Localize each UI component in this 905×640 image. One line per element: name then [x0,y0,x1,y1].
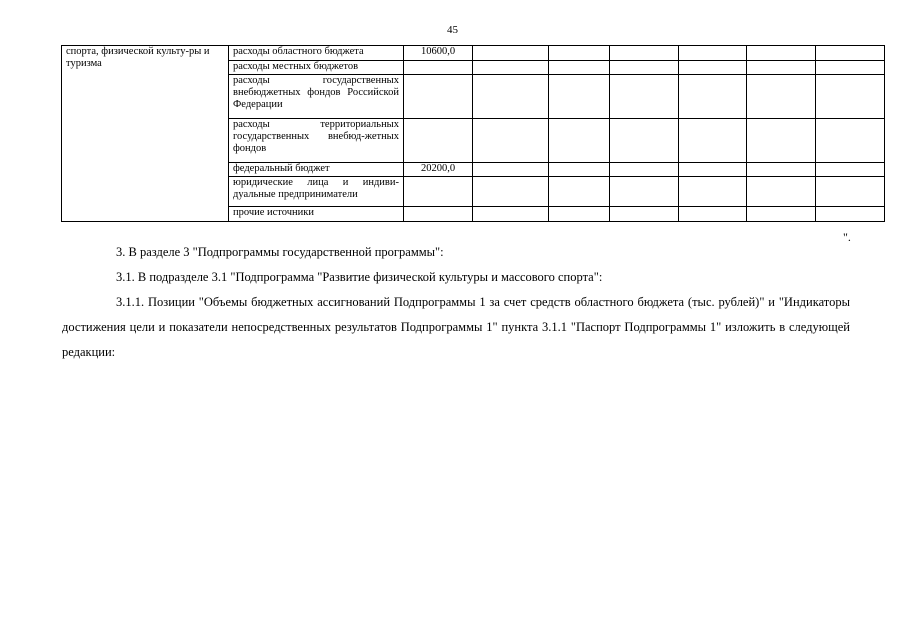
empty-cell [473,207,549,222]
value-cell [404,177,473,207]
empty-cell [816,207,885,222]
source-cell: расходы местных бюджетов [229,61,404,75]
empty-cell [610,119,679,163]
empty-cell [747,177,816,207]
value-cell [404,207,473,222]
empty-cell [549,119,610,163]
empty-cell [679,61,747,75]
table-row [62,46,885,61]
empty-cell [816,163,885,177]
empty-cell [816,61,885,75]
empty-cell [473,46,549,61]
empty-cell [473,177,549,207]
empty-cell [549,61,610,75]
empty-cell [816,46,885,61]
source-cell: федеральный бюджет [229,163,404,177]
empty-cell [816,177,885,207]
empty-cell [549,46,610,61]
empty-cell [549,207,610,222]
source-cell: расходы областного бюджета [229,46,404,61]
empty-cell [747,46,816,61]
empty-cell [610,75,679,119]
empty-cell [679,163,747,177]
empty-cell [679,75,747,119]
paragraph-section-3: 3. В разделе 3 "Подпрограммы государственной программы": [116,245,444,259]
source-cell: расходы территориальных государственных внебюд-жетных фондов [229,119,404,163]
value-cell: 20200,0 [404,163,473,177]
empty-cell [610,46,679,61]
empty-cell [679,46,747,61]
empty-cell [679,177,747,207]
value-cell [404,119,473,163]
empty-cell [610,177,679,207]
empty-cell [549,177,610,207]
paragraph-subsection-3-1: 3.1. В подразделе 3.1 "Подпрограмма "Развитие физической культуры и массового спорта": [116,270,603,284]
value-cell: 10600,0 [404,46,473,61]
empty-cell [473,119,549,163]
empty-cell [816,119,885,163]
empty-cell [747,61,816,75]
empty-cell [549,75,610,119]
category-cell: спорта, физической культу-ры и туризма [62,46,229,222]
empty-cell [747,119,816,163]
empty-cell [747,163,816,177]
empty-cell [610,207,679,222]
value-cell [404,61,473,75]
budget-table [61,45,885,222]
empty-cell [679,207,747,222]
body-text [62,240,850,365]
value-cell [404,75,473,119]
page-number: 45 [447,24,458,36]
empty-cell [747,207,816,222]
empty-cell [747,75,816,119]
paragraph-item-3-1-1: 3.1.1. Позиции "Объемы бюджетных ассигнований Подпрограммы 1 за счет средств областного бюджета (тыс. рублей)" и "Индикаторы достижения цели и показатели непосредственных результатов Подпрограммы 1" пункта 3.1.1 "Паспорт Подпрограммы 1" изложить в следующей редакции: [62,295,850,359]
empty-cell [473,75,549,119]
empty-cell [549,163,610,177]
empty-cell [679,119,747,163]
empty-cell [473,163,549,177]
source-cell: юридические лица и индиви-дуальные предприниматели [229,177,404,207]
closing-quote: ". [843,230,851,244]
empty-cell [816,75,885,119]
empty-cell [610,163,679,177]
source-cell: прочие источники [229,207,404,222]
empty-cell [610,61,679,75]
empty-cell [473,61,549,75]
source-cell: расходы государственных внебюджетных фондов Российской Федерации [229,75,404,119]
